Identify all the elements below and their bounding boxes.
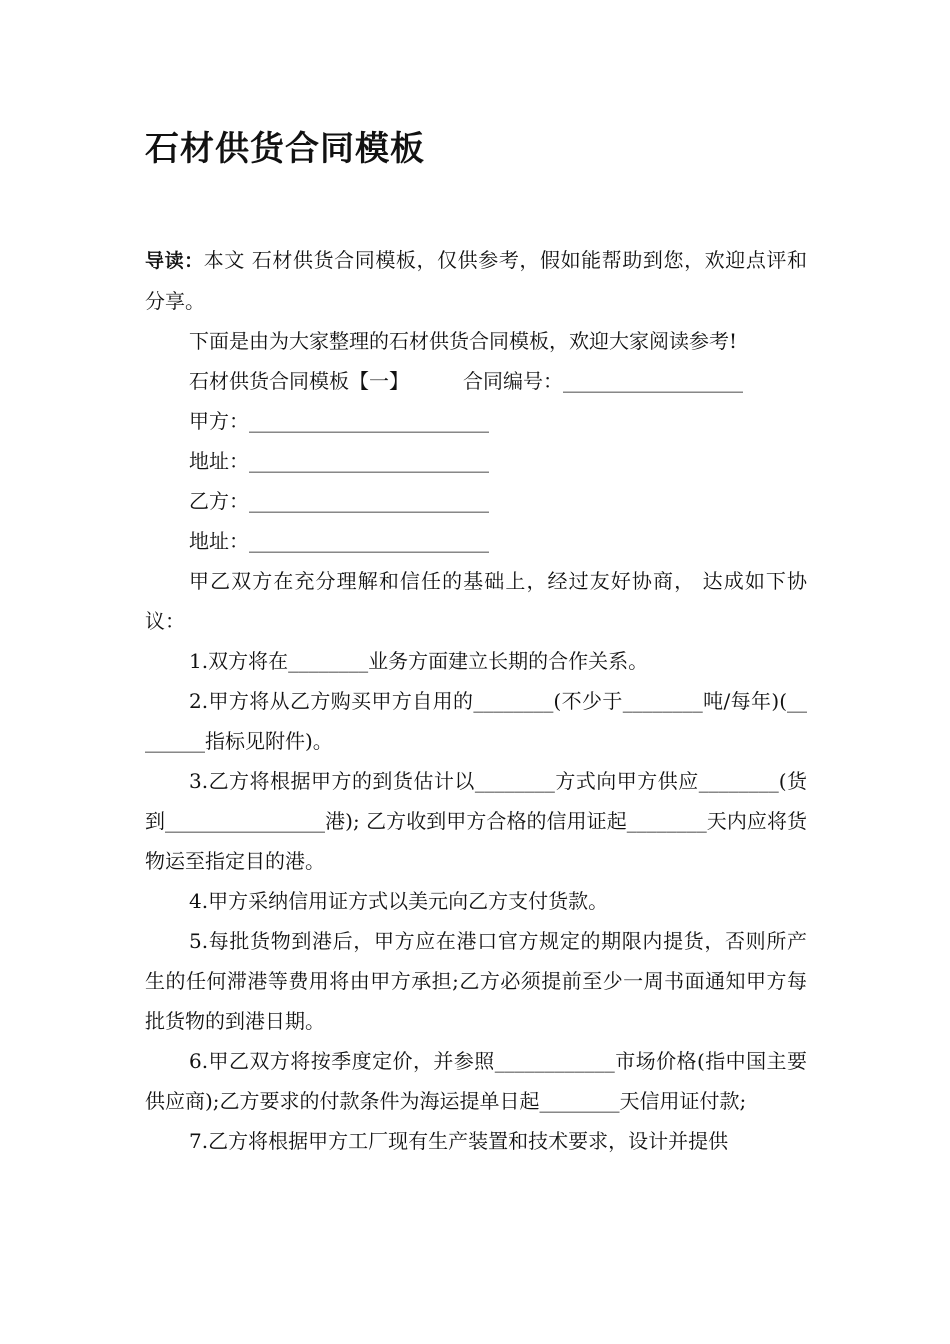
clause-1: 1.双方将在________业务方面建立长期的合作关系。 <box>189 649 649 673</box>
clause-5: 5.每批货物到港后，甲方应在港口官方规定的期限内提货，否则所产生的任何滞港等费用将由甲方承担;乙方必须提前至少一周书面通知甲方每批货物的到港日期。 <box>145 929 807 1033</box>
clause-3: 3.乙方将根据甲方的到货估计以________方式向甲方供应________(货到________________港); 乙方收到甲方合格的信用证起________天内应将货物运至指定目的港。 <box>145 769 807 873</box>
document-title: 石材供货合同模板 <box>145 129 425 169</box>
lead-paragraph <box>145 240 807 321</box>
lead-text: 本文 石材供货合同模板，仅供参考，假如能帮助到您，欢迎点评和分享。 <box>145 248 807 313</box>
intro-paragraph: 下面是由为大家整理的石材供货合同模板，欢迎大家阅读参考! <box>189 329 738 353</box>
address-b-line: ________________________ <box>249 529 489 553</box>
lead-label: 导读： <box>145 250 204 272</box>
clause-6: 6.甲乙双方将按季度定价，并参照____________市场价格(指中国主要供应商);乙方要求的付款条件为海运提单日起________天信用证付款; <box>145 1049 807 1113</box>
clause-2: 2.甲方将从乙方购买甲方自用的________(不少于________吨/每年)(________指标见附件)。 <box>145 689 807 753</box>
contract-number-label: 合同编号： <box>463 369 563 393</box>
party-a-line: ________________________ <box>249 409 489 433</box>
document-body <box>145 240 807 1161</box>
party-a-label: 甲方： <box>189 409 249 433</box>
address-a-line: ________________________ <box>249 449 489 473</box>
party-a-row <box>145 401 807 441</box>
address-b-row <box>145 521 807 561</box>
contract-number-line: __________________ <box>563 369 743 393</box>
party-b-label: 乙方： <box>189 489 249 513</box>
address-b-label: 地址： <box>189 529 249 553</box>
party-b-line: ________________________ <box>249 489 489 513</box>
address-a-row <box>145 441 807 481</box>
section-heading-row <box>145 361 807 401</box>
party-b-row <box>145 481 807 521</box>
section-title: 石材供货合同模板【一】 <box>189 369 409 393</box>
address-a-label: 地址： <box>189 449 249 473</box>
clause-7: 7.乙方将根据甲方工厂现有生产装置和技术要求，设计并提供 <box>189 1129 729 1153</box>
preamble-paragraph: 甲乙双方在充分理解和信任的基础上，经过友好协商， 达成如下协议： <box>145 569 807 633</box>
clause-4: 4.甲方采纳信用证方式以美元向乙方支付货款。 <box>189 889 609 913</box>
